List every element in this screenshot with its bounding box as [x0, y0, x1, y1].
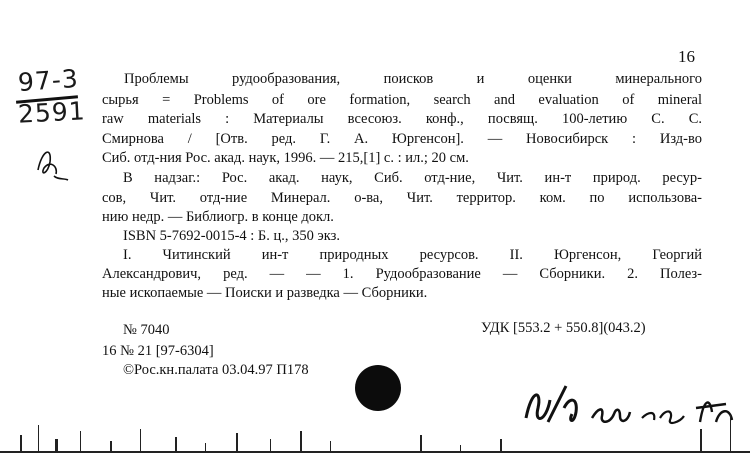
page-number: 16 — [678, 47, 695, 66]
note-line-2: сов, Чит. отд-ние Минерал. о-ва, Чит. территор. ком. по использова- — [102, 190, 702, 206]
title-line-2: сырья = Problems of ore formation, search and evaluation of mineral — [102, 92, 702, 108]
note-line-1: В надзаг.: Рос. акад. наук, Сиб. отд-ние, Чит. ин-т природ. ресур- — [123, 170, 702, 186]
isbn-line: ISBN 5-7692-0015-4 : Б. ц., 350 экз. — [123, 228, 340, 244]
shelf-mark-bottom: 2591 — [17, 96, 87, 129]
tracings-line-1: I. Читинский ин-т природных ресурсов. II. Юргенсон, Георгий — [123, 247, 702, 263]
tracings-line-3: ные ископаемые — Поиски и разведка — Сборники. — [102, 285, 428, 301]
title-line-1: Проблемы рудообразования, поисков и оценки минерального — [124, 71, 702, 87]
issue-number: 16 № 21 [97-6304] — [102, 343, 214, 359]
tracings-line-2: Александрович, ред. — — 1. Рудообразование — Сборники. 2. Полез- — [102, 266, 702, 282]
note-line-3: нию недр. — Библиогр. в конце докл. — [102, 209, 334, 225]
record-number: № 7040 — [123, 322, 170, 338]
title-line-4: Смирнова / [Отв. ред. Г. А. Юргенсон]. — Новосибирск : Изд-во — [102, 131, 702, 147]
handwritten-initials-mark — [32, 140, 72, 185]
shelf-mark-top: 97-3 — [17, 63, 80, 98]
scan-edge-noise — [0, 395, 750, 457]
title-line-3: raw materials : Материалы всесоюз. конф., посвящ. 100-летию С. С. — [102, 111, 702, 127]
title-line-5: Сиб. отд-ния Рос. акад. наук, 1996. — 215,[1] с. : ил.; 20 см. — [102, 150, 469, 166]
copyright-line: ©Рос.кн.палата 03.04.97 П178 — [123, 362, 309, 378]
udc-code: УДК [553.2 + 550.8](043.2) — [481, 320, 646, 336]
